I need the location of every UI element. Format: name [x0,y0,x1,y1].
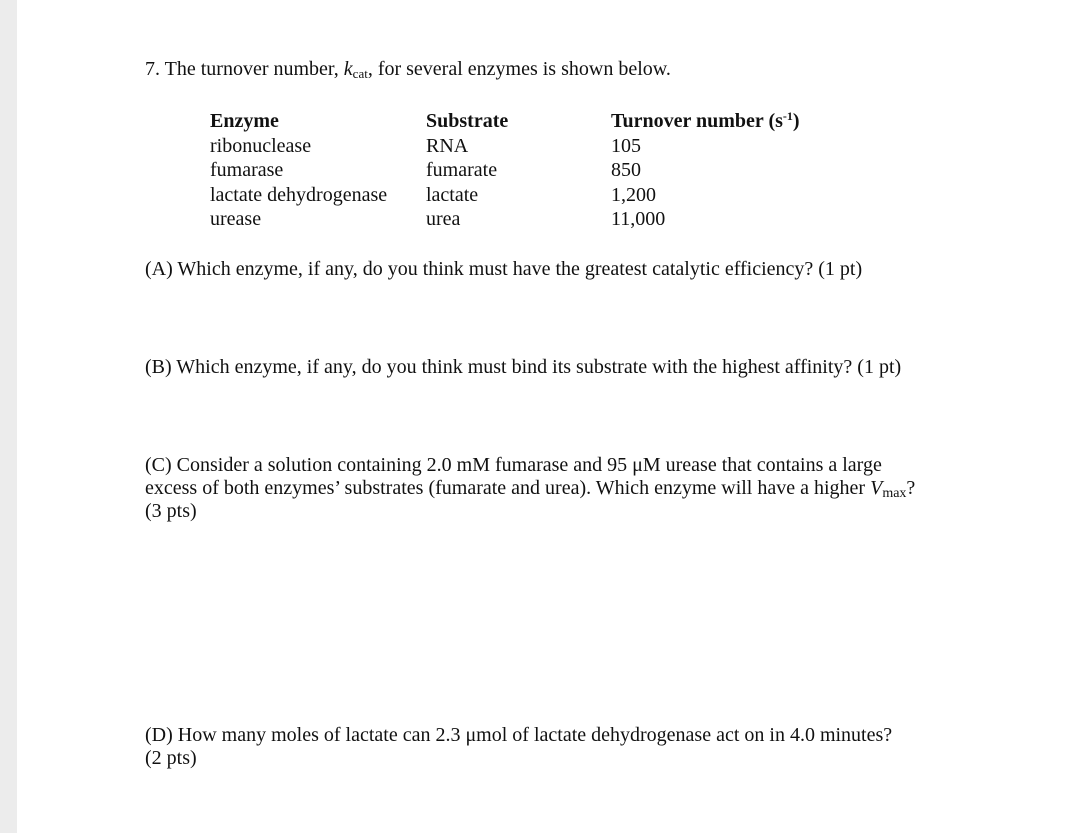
turnover-cell: 11,000 [611,208,666,230]
enzyme-cell: ribonuclease [210,134,312,157]
vmax-symbol: V [870,477,883,499]
substrate-cell: fumarate [426,159,498,181]
document-page [17,0,1080,833]
kcat-symbol: k [343,58,353,80]
turnover-header: Turnover number $(s^{-1})$ [611,109,800,132]
turnover-column [611,109,800,232]
vmax-subscript: max [882,486,907,501]
enzyme-cell: fumarase [210,159,284,181]
substrate-cell: urea [426,208,461,230]
substrate-cell: RNA [426,134,469,157]
turnover-cell: 850 [611,159,641,181]
viewer-left-margin [0,0,17,833]
kcat-subscript: cat [352,66,368,81]
enzyme-column [210,109,387,232]
turnover-cell: 1,200 [611,183,656,206]
enzyme-header: Enzyme [210,110,279,132]
substrate-column [426,109,508,232]
substrate-cell: lactate [426,183,479,206]
part-c-question: (C) Consider a solution containing 2.0 mM fumarase and 95 μM urease that contains a large excess of both enzymes’ substrates (fumarate and urea). Which enzyme will have a higher $V_{max}$? (3 pts) [145,454,916,522]
part-b-question: (B) Which enzyme, if any, do you think must bind its substrate with the highest affinity? (1 pt) [145,356,902,378]
part-d-question: (D) How many moles of lactate can 2.3 μmol of lactate dehydrogenase act on in 4.0 minutes? (2 pts) [145,724,893,769]
turnover-cell: 105 [611,134,641,157]
enzyme-cell: lactate dehydrogenase [210,183,388,206]
question-title: 7. The turnover number, $k_{cat}$, for several enzymes is shown below. [145,58,671,81]
enzyme-cell: urease [210,208,262,230]
substrate-header: Substrate [426,110,509,132]
part-a-question: (A) Which enzyme, if any, do you think must have the greatest catalytic efficiency? (1 pt) [145,258,863,280]
